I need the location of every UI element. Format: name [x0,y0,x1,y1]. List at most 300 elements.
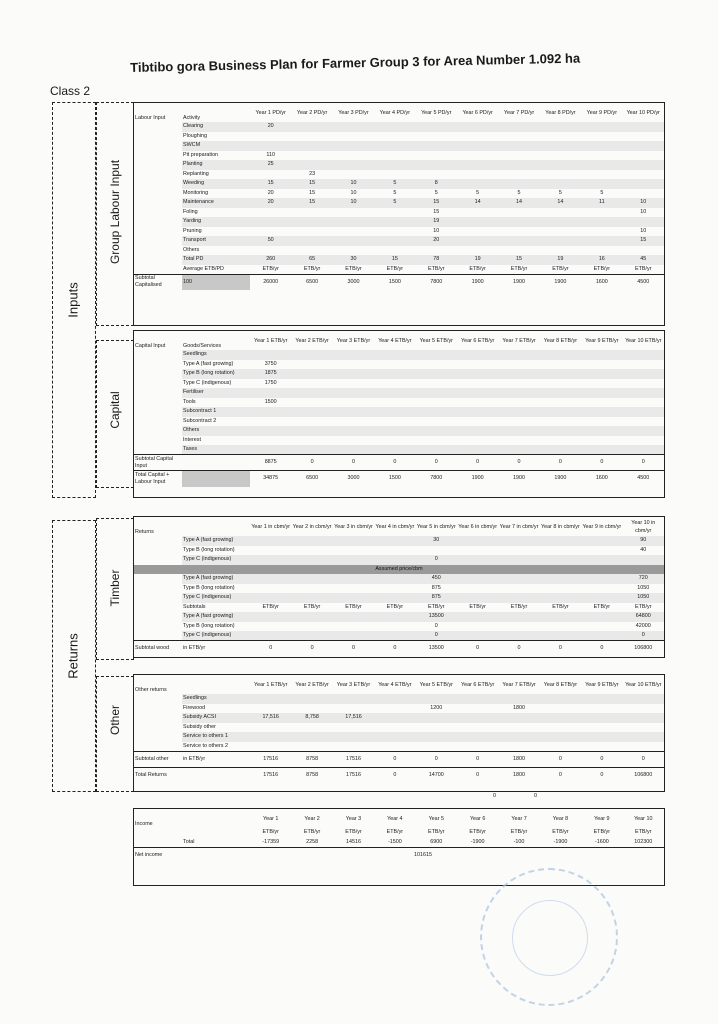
table-cell [581,227,622,237]
net-income-value: 101615 [182,847,664,863]
table-cell [457,141,498,151]
returns-section-label: Returns [65,633,81,679]
table-cell [457,122,498,132]
table-cell [581,350,622,360]
table-cell: 10 [433,227,440,234]
table-cell: 0 [416,555,457,565]
table-cell [182,767,250,783]
table-cell: Average ETB/PD [183,265,224,272]
table-cell [581,546,622,556]
table-cell: ETB/yr [593,603,611,610]
table-cell: Others [183,246,200,253]
table-cell [250,426,291,436]
table-cell: 0 [457,455,498,471]
table-cell [134,388,182,398]
table-cell: 42000 [635,622,651,629]
table-cell [498,555,539,565]
table-cell: Subsidy other [183,723,216,730]
table-cell [134,536,182,546]
table-cell [498,236,539,246]
table-cell [457,742,498,752]
table-cell: 17516 [250,767,291,783]
table-cell: Subcontract 1 [182,407,250,417]
table-cell: Seedlings [182,350,250,360]
table-cell: ETB/yr [262,603,279,610]
table-cell [250,704,291,714]
table-cell [374,122,415,132]
table-cell [623,713,664,723]
table-cell [134,160,182,170]
table-cell [457,612,498,622]
table-row [134,436,664,446]
table-cell [134,838,182,848]
capital-table [133,330,665,498]
table-row [134,445,664,455]
table-cell: Type B (long rotation) [183,622,235,629]
table-cell: 0 [250,641,291,657]
table-cell: 14516 [345,838,361,845]
table-cell [498,536,539,546]
table-cell: 14 [498,198,539,208]
table-cell [291,546,332,556]
table-cell: 8,758 [291,713,332,723]
table-cell: 45 [623,255,664,265]
table-cell [457,723,498,733]
table-row [134,584,664,594]
table-cell: ETB/yr [552,603,569,610]
table-cell [250,227,291,237]
table-cell: Others [182,426,250,436]
table-cell: 7800 [416,274,457,290]
table-cell [540,546,581,556]
table-row [134,603,664,613]
table-cell: 19 [457,255,498,265]
table-cell: 11 [581,198,622,208]
table-cell: ETB/yr [469,603,486,610]
table-cell: 4500 [623,471,664,487]
table-cell [134,828,182,838]
table-cell [581,426,622,436]
table-cell [623,379,664,389]
table-cell [134,369,182,379]
table-cell: in ETB/yr [182,641,250,657]
table-cell: 0 [434,622,438,629]
table-cell: 0 [623,455,664,471]
table-cell [182,471,250,487]
table-cell: -1600 [594,838,609,845]
table-cell [581,208,622,218]
table-row [134,713,664,723]
other-table-body [134,675,664,783]
table-cell [250,723,291,733]
table-cell: 10 [623,198,664,208]
table-cell [581,713,622,723]
table-cell [291,612,332,622]
table-cell [134,732,182,742]
table-cell [498,179,539,189]
table-cell: Weeding [182,179,250,189]
table-cell [540,426,581,436]
table-cell [134,132,182,142]
table-cell: ETB/yr [510,829,528,836]
labour-table [133,102,665,326]
table-cell: 13500 [416,641,457,657]
table-cell: 875 [416,593,457,603]
table-cell [374,546,415,556]
table-cell [291,622,332,632]
table-cell: 0 [457,641,498,657]
other-label: Other [108,704,122,736]
table-cell [291,141,332,151]
table-cell [457,732,498,742]
table-cell: 15 [291,198,332,208]
table-cell [416,694,457,704]
table-cell [374,593,415,603]
table-cell [498,574,539,584]
table-cell [250,536,291,546]
table-cell [498,170,539,180]
table-cell [540,141,581,151]
table-cell [498,398,539,408]
table-cell [540,713,581,723]
table-cell [498,379,539,389]
table-cell [374,417,415,427]
table-cell: ETB/yr [469,265,486,272]
table-cell [250,217,291,227]
table-cell: 106800 [623,641,664,657]
table-cell [581,631,622,641]
table-cell [134,350,182,360]
table-cell [498,584,539,594]
table-cell [581,151,622,161]
table-cell [374,622,415,632]
table-cell: -1900 [553,838,568,845]
table-cell [581,536,622,546]
table-row [134,398,664,408]
table-cell [457,704,498,714]
table-cell: Total Capital + Labour Input [134,471,182,487]
table-cell [333,742,374,752]
table-row [134,546,664,556]
table-cell [581,141,622,151]
table-cell [540,622,581,632]
table-cell: Year 6 PD/yr [462,109,493,116]
table-cell [498,622,539,632]
table-cell [134,141,182,151]
table-cell [623,704,664,714]
table-cell: 0 [540,641,581,657]
table-row [134,217,664,227]
table-row [134,838,664,848]
table-cell [333,227,374,237]
timber-label: Timber [108,569,122,607]
table-row [134,160,664,170]
table-cell [134,122,182,132]
table-cell [291,417,332,427]
table-cell: 1900 [457,471,498,487]
table-row [134,236,664,246]
table-cell: Subtotal Capitalised [134,274,182,290]
table-cell: Year 10 [634,815,653,822]
table-cell [416,350,457,360]
table-cell: Year 9 ETB/yr [585,337,619,344]
table-cell: 3000 [333,471,374,487]
table-cell: Year 4 PD/yr [379,109,411,116]
table-row [134,132,664,142]
table-cell: 0 [374,455,415,471]
table-cell: Year 7 ETB/yr [502,681,536,688]
table-cell [498,742,539,752]
table-cell: Year 1 [263,815,279,822]
table-cell: 15 [623,236,664,246]
table-cell [498,151,539,161]
table-cell [457,574,498,584]
table-cell [623,141,664,151]
table-cell: Year 9 [594,815,610,822]
table-cell [581,694,622,704]
table-cell [623,246,664,256]
table-row [134,417,664,427]
table-cell: 20 [250,122,291,132]
table-cell [134,436,182,446]
table-cell [457,407,498,417]
table-cell [333,732,374,742]
table-cell [540,398,581,408]
table-cell: 1600 [581,274,622,290]
table-cell: 5 [434,189,438,196]
table-cell [457,622,498,632]
table-cell: Subtotals [183,603,206,610]
table-cell [333,445,374,455]
table-cell [416,151,457,161]
table-cell [291,574,332,584]
table-cell [498,445,539,455]
table-cell [374,704,415,714]
table-cell [134,546,182,556]
table-cell: 100 [182,274,250,290]
table-cell: 5 [374,179,415,189]
table-cell: Type C (indigenous) [182,555,250,565]
table-cell [250,141,291,151]
table-cell [540,360,581,370]
table-cell [250,546,291,556]
table-cell: 19 [540,255,581,265]
table-cell [457,151,498,161]
table-cell: 260 [250,255,291,265]
table-row [134,517,664,536]
table-cell: ETB/yr [386,829,404,836]
table-cell: 0 [333,641,374,657]
table-cell: Yarding [182,217,250,227]
table-cell [416,445,457,455]
table-cell: Year 9 ETB/yr [585,681,619,688]
table-cell [416,713,457,723]
table-cell [134,574,182,584]
table-cell [416,436,457,446]
table-cell [498,227,539,237]
table-row [134,631,664,641]
table-cell [540,612,581,622]
table-cell: 65 [291,255,332,265]
table-cell [623,732,664,742]
table-cell: 23 [309,170,316,177]
table-cell [457,160,498,170]
table-cell: 26000 [250,274,291,290]
net-income-label: Net income [134,847,182,863]
table-cell [623,350,664,360]
table-cell: Year 10 ETB/yr [625,681,662,688]
table-cell: Year 3 PD/yr [338,109,369,116]
table-cell: 3750 [264,360,277,367]
table-cell [134,742,182,752]
table-cell [291,704,332,714]
table-cell [498,160,539,170]
table-cell [416,122,457,132]
group-labour-label: Group Labour Input [108,159,122,265]
table-cell: Year 5 ETB/yr [419,337,453,344]
table-cell [291,227,332,237]
table-row [134,767,664,783]
table-cell: Capital Input [135,343,166,349]
table-cell [333,622,374,632]
table-row [134,227,664,237]
table-cell: ETB/yr [552,265,569,272]
table-cell [374,536,415,546]
table-cell: Year 2 [304,815,320,822]
assumed-price-band [134,565,664,575]
table-cell [333,612,374,622]
table-cell [333,546,374,556]
table-cell: ETB/yr [386,603,404,610]
table-cell [374,170,415,180]
table-cell: Year 10 ETB/yr [625,337,662,344]
table-cell: 6500 [291,471,332,487]
table-cell [333,574,374,584]
table-cell: Seedlings [182,694,250,704]
table-cell: 5 [374,198,415,208]
table-cell: 78 [416,255,457,265]
table-cell: Year 6 [469,815,486,822]
table-row [134,593,664,603]
table-cell [250,407,291,417]
table-cell [540,723,581,733]
table-cell: 720 [623,574,664,584]
table-cell [540,160,581,170]
table-cell [540,555,581,565]
table-cell: 0 [416,751,457,767]
table-cell [374,555,415,565]
table-cell [134,227,182,237]
table-cell: 1900 [498,471,539,487]
table-cell [540,584,581,594]
table-cell: 0 [374,641,415,657]
table-row [134,103,664,122]
table-cell [581,179,622,189]
table-cell [134,723,182,733]
table-cell [250,574,291,584]
table-cell: ETB/yr [469,829,486,836]
table-cell: ETB/yr [428,265,445,272]
table-cell [498,350,539,360]
table-cell: Subtotal Capital Input [134,455,182,471]
table-cell: Type C (indigenous) [182,593,250,603]
table-cell: Year 9 PD/yr [586,109,617,116]
table-cell [374,426,415,436]
table-cell [416,388,457,398]
table-cell [134,584,182,594]
table-cell [374,398,415,408]
table-cell: Pit preparation [183,151,219,158]
table-cell: 17516 [333,751,374,767]
table-cell: 17516 [250,751,291,767]
table-cell [291,132,332,142]
table-cell [416,426,457,436]
table-cell: 8875 [250,455,291,471]
table-cell [457,631,498,641]
table-cell [250,388,291,398]
table-cell: Year 9 in cbm/yr [582,523,622,530]
table-cell: Income [135,821,153,827]
table-cell [540,170,581,180]
table-cell: 0 [498,455,539,471]
table-cell [291,742,332,752]
table-row [134,407,664,417]
table-cell [134,713,182,723]
table-cell: 0 [374,751,415,767]
table-cell [416,379,457,389]
table-cell [250,436,291,446]
table-cell: Year 3 [345,815,362,822]
table-cell [581,574,622,584]
table-cell: 0 [540,767,581,783]
table-cell [498,417,539,427]
table-cell [250,246,291,256]
table-cell [333,407,374,417]
table-cell: 6500 [291,274,332,290]
table-cell [416,732,457,742]
table-cell: Year 2 in cbm/yr [292,523,332,530]
table-cell: 15 [250,179,291,189]
table-cell: 15 [498,255,539,265]
table-row [134,274,664,290]
table-cell: ETB/yr [635,265,652,272]
table-cell [374,208,415,218]
table-cell [374,141,415,151]
table-cell [291,398,332,408]
table-cell [498,593,539,603]
table-cell: Total PD [182,255,250,265]
table-cell [498,436,539,446]
table-cell [333,398,374,408]
table-cell: 2258 [306,838,319,845]
table-cell [250,417,291,427]
table-cell [498,208,539,218]
table-cell [374,631,415,641]
table-cell: Taxes [182,445,250,455]
table-cell: 10 [350,189,357,196]
table-cell: 10 [333,179,374,189]
table-cell: 0 [581,455,622,471]
table-cell: 50 [250,236,291,246]
table-cell: 17,516 [333,713,374,723]
table-cell: 1500 [374,274,415,290]
table-cell: Year 8 in cbm/yr [541,523,580,530]
table-cell [540,122,581,132]
table-cell [581,122,622,132]
table-cell [291,445,332,455]
table-cell [623,445,664,455]
table-cell [623,426,664,436]
